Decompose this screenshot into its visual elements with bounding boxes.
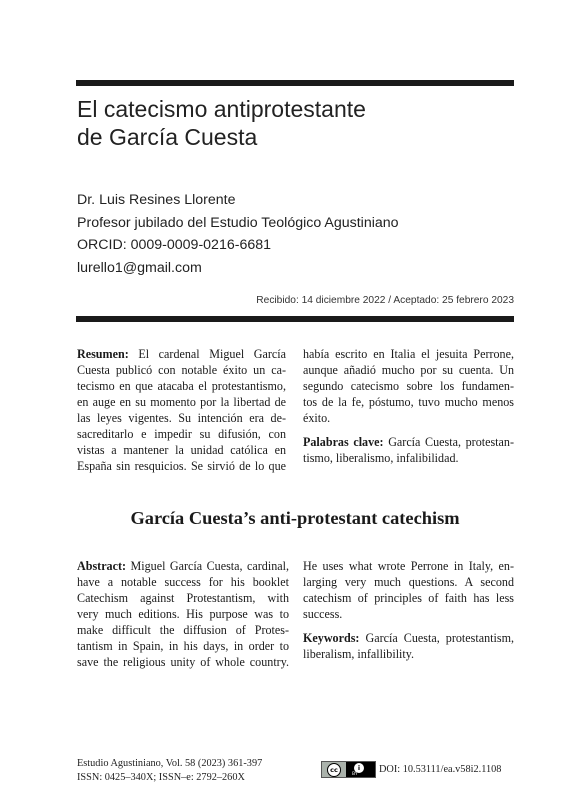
author-orcid[interactable]: ORCID: 0009-0009-0216-6681: [77, 237, 272, 253]
doi-link[interactable]: DOI: 10.53111/ea.v58i2.1108: [379, 764, 502, 775]
resumen-line: había escrito en Italia el jesuita Perrone,: [303, 347, 514, 361]
abstract-line: Abstract: Miguel García Cuesta, cardinal,: [77, 559, 289, 573]
resumen-line: las leyes vigentes. Su intención era de-: [77, 411, 286, 425]
resumen-line: sacreditarlo e impedir su difusión, con: [77, 427, 286, 441]
abstract-line: catechism of principles of faith has less: [303, 591, 514, 605]
abstract-line: very much editions. His purpose was to: [77, 607, 289, 621]
abstract-line: make difficult the diffusion of Protes-: [77, 623, 289, 637]
resumen-line: Resumen: El cardenal Miguel García: [77, 347, 286, 361]
abstract-line: larging very much questions. A second: [303, 575, 514, 589]
article-title: [77, 95, 513, 151]
cc-by-label: BY: [352, 772, 358, 777]
bottom-rule: [76, 316, 514, 322]
journal-footer: [77, 757, 262, 784]
palabras-clave-label: Palabras clave:: [303, 435, 384, 449]
received-accepted-dates: Recibido: 14 diciembre 2022 / Aceptado: 25 febrero 2023: [256, 295, 514, 306]
article-title-line: de García Cuesta: [77, 124, 258, 150]
keywords-line: liberalism, infallibility.: [303, 647, 415, 661]
keywords-paragraph: [303, 630, 514, 662]
palabras-clave-line: Palabras clave: García Cuesta, protestan-: [303, 435, 514, 449]
resumen-line: en auge en su momento por la libertad de: [77, 395, 286, 409]
resumen-line: Cuesta publicó con notable éxito un ca-: [77, 363, 286, 377]
abstract-line: success.: [303, 607, 343, 621]
abstract-label: Abstract:: [77, 559, 127, 573]
resumen-line: éxito.: [303, 411, 331, 425]
resumen-column-right: [303, 346, 514, 466]
cc-by-license-icon[interactable]: [321, 761, 376, 778]
abstract-line: tantism in Spain, in his days, in order to: [77, 639, 289, 653]
abstract-line: save the religious unity of whole country.: [77, 655, 289, 669]
resumen-paragraph: [77, 346, 286, 474]
abstract-paragraph-continued: [303, 558, 514, 622]
abstract-column-right: [303, 558, 514, 662]
abstract-paragraph: [77, 558, 289, 670]
keywords-label: Keywords:: [303, 631, 360, 645]
resumen-label: Resumen:: [77, 347, 129, 361]
abstract-line: have a notable success for his booklet: [77, 575, 289, 589]
abstract-column-left: [77, 558, 289, 670]
resumen-line: España sin resquicios. Se sirvió de lo que: [77, 459, 286, 473]
author-email[interactable]: lurello1@gmail.com: [77, 259, 202, 276]
author-name: Dr. Luis Resines Llorente: [77, 192, 236, 208]
abstract-line: He uses what wrote Perrone in Italy, en-: [303, 559, 514, 573]
top-rule: [76, 80, 514, 86]
article-title-line: El catecismo antiprotestante: [77, 96, 366, 122]
resumen-column-left: [77, 346, 286, 474]
author-affiliation: Profesor jubilado del Estudio Teológico Agustiniano: [77, 214, 399, 231]
author-block: [77, 189, 513, 279]
resumen-line: segundo catecismo sobre los fundamen-: [303, 379, 514, 393]
palabras-clave-paragraph: [303, 434, 514, 466]
palabras-clave-line: tismo, liberalismo, infalibilidad.: [303, 451, 459, 465]
journal-issn: ISSN: 0425–340X; ISSN–e: 2792–260X: [77, 771, 245, 783]
resumen-line: tos de la fe, póstumo, tuvo mucho menos: [303, 395, 514, 409]
english-title: García Cuesta’s anti-protestant catechism: [130, 508, 460, 528]
resumen-paragraph-continued: [303, 346, 514, 426]
journal-citation: Estudio Agustiniano, Vol. 58 (2023) 361-397: [77, 758, 263, 769]
keywords-line: Keywords: García Cuesta, protestantism,: [303, 631, 514, 645]
resumen-line: aunque añadió mucho por su cuenta. Un: [303, 363, 514, 377]
resumen-line: vistas a mantener la unidad católica en: [77, 443, 286, 457]
attribution-person-icon: i: [353, 762, 365, 774]
abstract-line: Catechism against Protestantism, with: [77, 591, 289, 605]
creative-commons-icon: cc: [327, 763, 341, 777]
resumen-line: tecismo en que atacaba el protestantismo,: [77, 379, 286, 393]
